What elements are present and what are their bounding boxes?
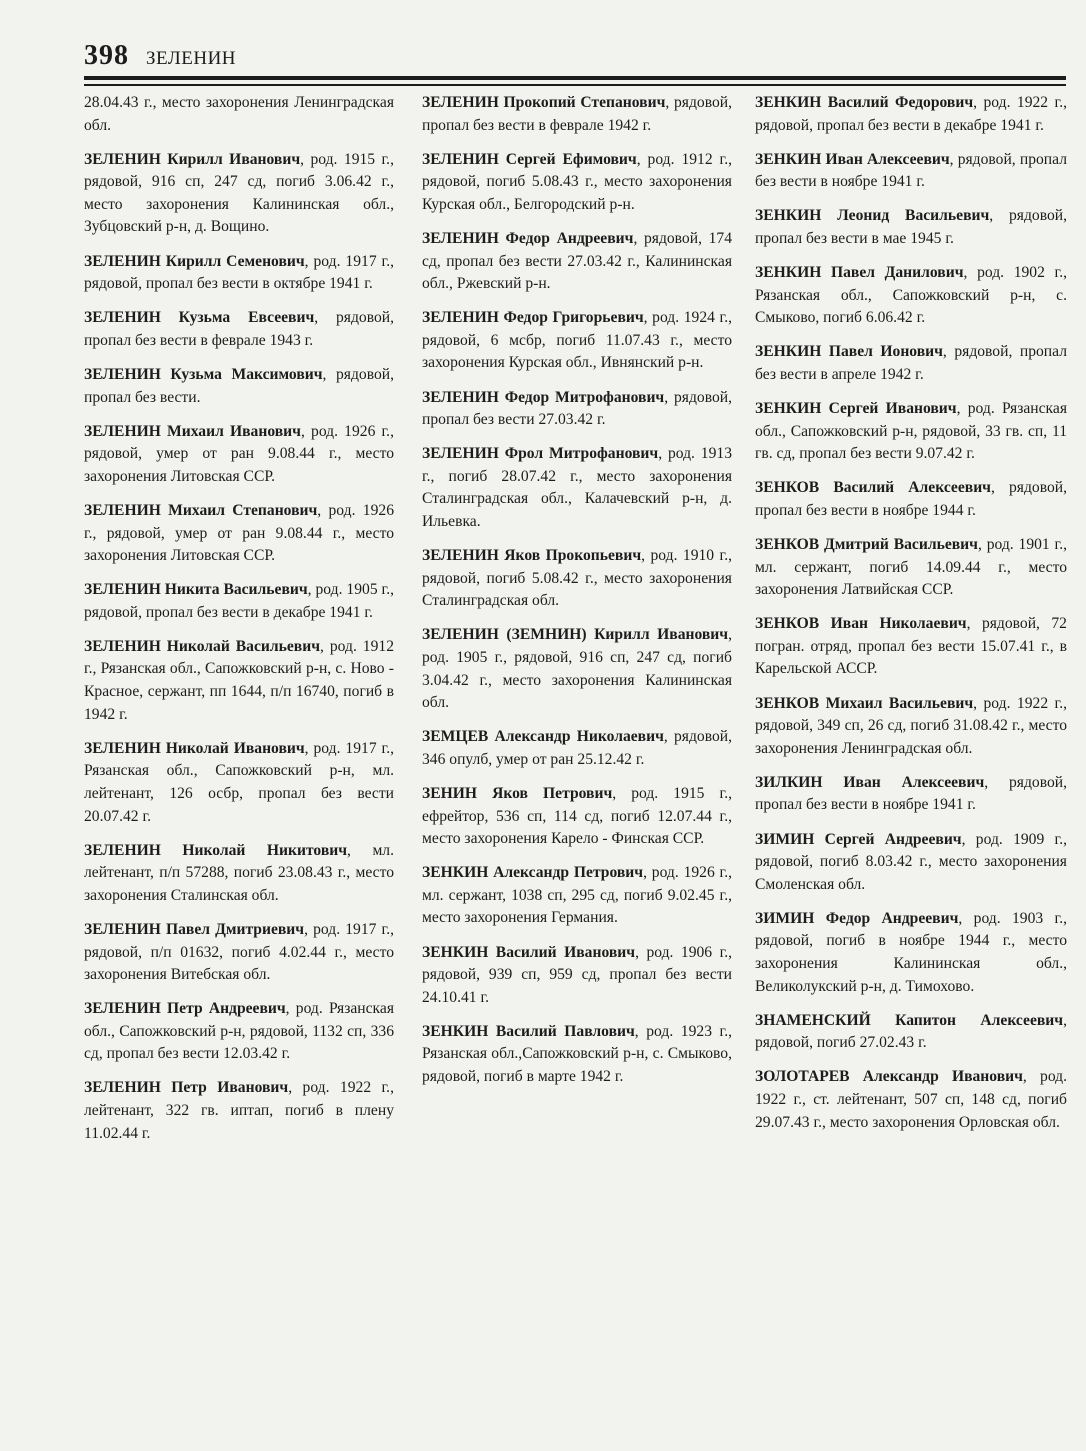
entry-name: ЗЕЛЕНИН Фрол Митрофанович: [422, 445, 659, 463]
entry-name: ЗИМИН Сергей Андреевич: [755, 830, 962, 848]
entry-details: , род. 1922 г., рядовой, пропал без вести в декабре 1941 г.: [755, 94, 1067, 134]
entry-name: ЗЕЛЕНИН Кузьма Евсеевич: [84, 309, 315, 327]
entry: [755, 205, 1067, 250]
entry: [422, 228, 732, 296]
entry-name: ЗЕЛЕНИН Кузьма Максимович: [84, 365, 323, 383]
entry-details: , рядовой, погиб 27.02.43 г.: [755, 1011, 1067, 1052]
entry: [84, 364, 394, 409]
entry-name: ЗЕНКОВ Михаил Васильевич: [755, 694, 974, 712]
entry-details: , род. 1901 г., мл. сержант, погиб 14.09.44 г., место захоронения Латвийская ССР.: [755, 536, 1067, 599]
entry-name: ЗЕЛЕНИН Михаил Иванович: [84, 422, 301, 440]
entry-details: , род. 1910 г., рядовой, погиб 5.08.42 г., место захоронения Сталинградская обл.: [422, 547, 732, 610]
entry-details: , рядовой, пропал без вести в ноябре 1941 г.: [755, 773, 1068, 814]
column-3: [755, 92, 1067, 1146]
entry-details: , род. 1924 г., рядовой, 6 мсбр, погиб 11.07.43 г., место захоронения Курская обл., Ивнянский р-н.: [422, 309, 732, 372]
entry: [84, 92, 394, 137]
entry-name: ЗЕЛЕНИН Сергей Ефимович: [422, 150, 637, 168]
entry-name: ЗЕНКОВ Иван Николаевич: [755, 615, 967, 633]
entry-name: ЗЕЛЕНИН Петр Андреевич: [84, 1000, 286, 1018]
entry: [422, 545, 732, 613]
entry: [755, 829, 1067, 897]
entry: [422, 942, 732, 1010]
text-columns: [84, 92, 1066, 1332]
entry-details: , рядовой, пропал без вести в ноябре 1941 г.: [755, 150, 1067, 191]
entry-name: ЗЕЛЕНИН Николай Никитович: [84, 841, 348, 859]
entry-details: , род. 1917 г., Рязанская обл., Сапожковский р-н, мл. лейтенант, 126 осбр, пропал без вести 20.07.42 г.: [84, 739, 394, 825]
entry-name: ЗЕНКИН Иван Алексеевич: [755, 150, 950, 168]
entry-details: , род. 1905 г., рядовой, пропал без вести в декабре 1941 г.: [84, 581, 394, 621]
entry-name: ЗЕМЦЕВ Александр Николаевич: [422, 728, 664, 746]
entry: [84, 919, 394, 987]
entry: [422, 624, 732, 714]
entry-name: ЗЕЛЕНИН (ЗЕМНИН) Кирилл Иванович: [422, 626, 729, 644]
entry: [422, 862, 732, 930]
entry-name: ЗЕЛЕНИН Яков Прокопьевич: [422, 547, 642, 565]
page-number: 398: [84, 40, 129, 71]
entry-name: ЗЕНКИН Василий Иванович: [422, 943, 636, 961]
entry-details: , род. Рязанская обл., Сапожковский р-н, рядовой, 1132 сп, 336 сд, пропал без вести 12.03.42 г.: [84, 1000, 394, 1063]
entry: [84, 840, 394, 908]
column-2: [422, 92, 732, 1100]
entry: [84, 636, 394, 726]
entry: [755, 149, 1067, 194]
entry-name: ЗЕНКИН Леонид Васильевич: [755, 207, 990, 225]
entry: [422, 726, 732, 771]
entry-name: ЗЕНИН Яков Петрович: [422, 784, 613, 802]
entry-details: , род. 1923 г., Рязанская обл.,Сапожковский р-н, с. Смыково, рядовой, погиб в марте 1942 г.: [422, 1022, 732, 1085]
entry: [84, 998, 394, 1066]
entry-details: , род. 1906 г., рядовой, 939 сп, 959 сд, пропал без вести 24.10.41 г.: [422, 943, 732, 1006]
entry: [84, 579, 394, 624]
entry: [84, 500, 394, 568]
entry: [755, 477, 1067, 522]
entry-details: , рядовой, пропал без вести в феврале 1943 г.: [84, 309, 394, 349]
entry-name: ЗЕНКИН Сергей Иванович: [755, 400, 957, 418]
entry-details: , род. 1903 г., рядовой, погиб в ноябре 1944 г., место захоронения Калининская обл., Великолукский р-н, д. Тимохово.: [755, 909, 1067, 995]
entry-details: , рядовой, 346 опулб, умер от ран 25.12.42 г.: [422, 728, 732, 768]
entry-name: ЗИМИН Федор Андреевич: [755, 909, 959, 927]
entry-details: , род. Рязанская обл., Сапожковский р-н, рядовой, 33 гв. сп, 11 гв. сд, пропал без вести 9.07.42 г.: [755, 400, 1067, 463]
entry-details: , род. 1913 г., погиб 28.07.42 г., место захоронения Сталинградская обл., Калачевский р-н, д. Ильевка.: [422, 445, 732, 530]
entry-details: , рядовой, пропал без вести в ноябре 1944 г.: [755, 479, 1067, 519]
entry-name: ЗЕНКИН Александр Петрович: [422, 864, 644, 882]
entry-name: ЗЕЛЕНИН Федор Григорьевич: [422, 309, 644, 327]
header-rule-thin: [84, 84, 1066, 86]
entry: [755, 693, 1067, 761]
entry-name: ЗЕЛЕНИН Павел Дмитриевич: [84, 920, 305, 938]
entry-name: ЗЕНКОВ Василий Алексеевич: [755, 479, 991, 497]
entry-details: , рядовой, пропал без вести 27.03.42 г.: [422, 388, 732, 429]
entry: [755, 262, 1067, 330]
entry: [84, 1077, 394, 1145]
entry: [422, 1021, 732, 1089]
entry-details: , род. 1922 г., лейтенант, 322 гв. иптап, погиб в плену 11.02.44 г.: [84, 1079, 394, 1142]
entry-name: ЗЕЛЕНИН Прокопий Степанович: [422, 94, 666, 111]
entry-details: , род. 1909 г., рядовой, погиб 8.03.42 г., место захоронения Смоленская обл.: [755, 830, 1067, 893]
entry-details: , род. 1926 г., рядовой, умер от ран 9.08.44 г., место захоронения Литовская ССР.: [84, 422, 394, 485]
entry: [755, 1010, 1067, 1055]
entry-name: ЗЕНКИН Василий Павлович: [422, 1022, 635, 1040]
running-head: ЗЕЛЕНИН: [146, 48, 237, 69]
entry: [755, 534, 1067, 602]
entry-details: , род. 1912 г., рядовой, погиб 5.08.43 г., место захоронения Курская обл., Белгородский р-н.: [422, 150, 732, 213]
entry-details: , род. 1926 г., рядовой, умер от ран 9.08.44 г., место захоронения Литовская ССР.: [84, 501, 394, 565]
entry-name: ЗЕНКИН Павел Ионович: [755, 343, 943, 361]
entry: [84, 421, 394, 489]
entry-details: , мл. лейтенант, п/п 57288, погиб 23.08.43 г., место захоронения Сталинская обл.: [84, 841, 394, 904]
entry-name: ЗОЛОТАРЕВ Александр Иванович: [755, 1068, 1023, 1086]
entry-name: ЗЕЛЕНИН Николай Иванович: [84, 739, 305, 757]
entry: [84, 307, 394, 352]
entry-details: 28.04.43 г., место захоронения Ленинградская обл.: [84, 94, 394, 134]
entry: [755, 613, 1067, 681]
entry-name: ЗЕЛЕНИН Федор Митрофанович: [422, 388, 665, 406]
entry-details: , род. 1917 г., рядовой, пропал без вести в октябре 1941 г.: [84, 252, 394, 293]
entry-name: ЗЕЛЕНИН Федор Андреевич: [422, 229, 634, 247]
entry-details: , рядовой, пропал без вести в мае 1945 г.: [755, 207, 1067, 247]
entry: [422, 149, 732, 217]
entry: [755, 398, 1067, 466]
entry-details: , рядовой, 174 сд, пропал без вести 27.03.42 г., Калининская обл., Ржевский р-н.: [422, 229, 732, 293]
entry-name: ЗЕНКИН Василий Федорович: [755, 94, 974, 111]
entry: [755, 1066, 1067, 1134]
entry-details: , род. 1912 г., Рязанская обл., Сапожковский р-н, с. Ново - Красное, сержант, пп 1644, п/п 16740, погиб в 1942 г.: [84, 637, 394, 723]
entry: [84, 738, 394, 828]
entry-name: ЗИЛКИН Иван Алексеевич: [755, 773, 985, 791]
entry-name: ЗЕНКОВ Дмитрий Васильевич: [755, 536, 978, 553]
entry: [755, 908, 1067, 998]
entry-details: , рядовой, 72 погран. отряд, пропал без вести 15.07.41 г., в Карельской АССР.: [755, 615, 1067, 678]
entry-name: ЗЕЛЕНИН Кирилл Семенович: [84, 252, 305, 270]
column-1: [84, 92, 394, 1157]
entry: [84, 251, 394, 296]
header-rule-thick: [84, 76, 1066, 80]
entry: [422, 783, 732, 851]
entry-details: , род. 1905 г., рядовой, 916 сп, 247 сд, погиб 3.04.42 г., место захоронения Калининская обл.: [422, 626, 732, 712]
entry-details: , род. 1926 г., мл. сержант, 1038 сп, 295 сд, погиб 9.02.45 г., место захоронения Германия.: [422, 864, 732, 927]
entry-name: ЗЕЛЕНИН Петр Иванович: [84, 1079, 289, 1097]
entry-details: , рядовой, пропал без вести в феврале 1942 г.: [422, 94, 732, 134]
entry-name: ЗЕЛЕНИН Кирилл Иванович: [84, 150, 301, 168]
entry-name: ЗЕНКИН Павел Данилович: [755, 264, 964, 282]
entry: [422, 387, 732, 432]
entry-details: , род. 1917 г., рядовой, п/п 01632, погиб 4.02.44 г., место захоронения Витебская обл.: [84, 920, 394, 984]
entry-details: , рядовой, пропал без вести.: [84, 365, 395, 406]
entry: [755, 772, 1067, 817]
entry: [422, 92, 732, 137]
entry-name: ЗЕЛЕНИН Никита Васильевич: [84, 581, 308, 599]
entry: [422, 307, 732, 375]
entry-details: , род. 1902 г., Рязанская обл., Сапожковский р-н, с. Смыково, погиб 6.06.42 г.: [755, 264, 1067, 327]
entry: [755, 92, 1067, 137]
entry-details: , род. 1915 г., ефрейтор, 536 сп, 114 сд, погиб 12.07.44 г., место захоронения Карело - Финская ССР.: [422, 784, 732, 848]
entry: [84, 149, 394, 239]
entry-details: , род. 1915 г., рядовой, 916 сп, 247 сд, погиб 3.06.42 г., место захоронения Калининская обл., Зубцовский р-н, д. Вощино.: [84, 150, 394, 236]
entry-details: , рядовой, пропал без вести в апреле 1942 г.: [755, 343, 1067, 383]
entry-name: ЗЕЛЕНИН Михаил Степанович: [84, 501, 318, 519]
entry-details: , род. 1922 г., рядовой, 349 сп, 26 сд, погиб 31.08.42 г., место захоронения Ленинградская обл.: [755, 694, 1067, 757]
page-header: [84, 40, 1064, 76]
entry-name: ЗНАМЕНСКИЙ Капитон Алексеевич: [755, 1011, 1064, 1029]
entry: [422, 443, 732, 533]
entry: [755, 341, 1067, 386]
entry-details: , род. 1922 г., ст. лейтенант, 507 сп, 148 сд, погиб 29.07.43 г., место захоронения Орловская обл.: [755, 1068, 1067, 1131]
entry-name: ЗЕЛЕНИН Николай Васильевич: [84, 637, 320, 655]
